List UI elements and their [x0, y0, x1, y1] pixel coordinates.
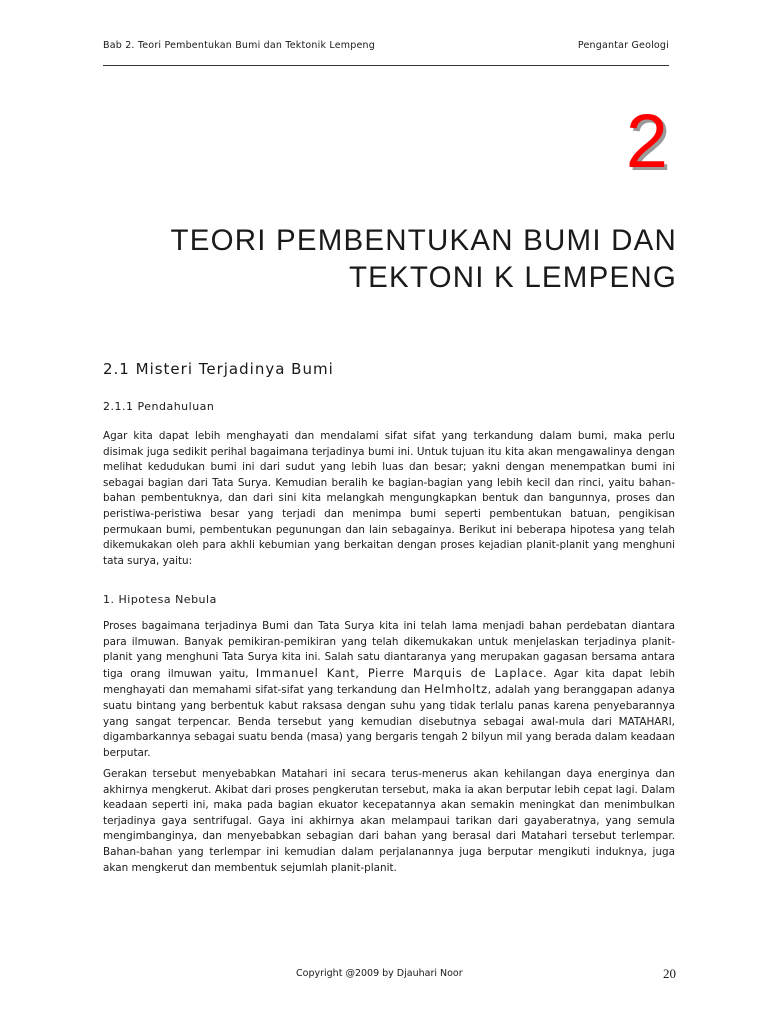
- copyright-footer: Copyright @2009 by Djauhari Noor: [296, 968, 463, 979]
- list-heading-nebula: 1. Hipotesa Nebula: [103, 593, 217, 606]
- nebula-text-b: . Agar kita dapat lebih menghayati dan memahami sifat-sifat yang terkandung dan: [103, 667, 675, 697]
- nebula-text-a: Proses bagaimana terjadinya Bumi dan Tata Surya kita ini telah lama menjadi bahan perdebatan diantara para ilmuwan. Banyak pemikiran-pemikiran yang telah dikemukakan untuk menjelaskan terjadinya planit-planit yang menghuni Tata Surya kita ini. Salah satu diantaranya yang merupakan gagasan bersama antara tiga orang ilmuwan yaitu,: [103, 620, 675, 680]
- scientist-names: Immanuel Kant, Pierre Marquis de Laplace: [255, 665, 544, 680]
- scientist-name-helmholtz: Helmholtz: [424, 682, 488, 697]
- subsection-heading: 2.1.1 Pendahuluan: [103, 400, 215, 413]
- header-divider: [103, 65, 669, 66]
- intro-paragraph: Agar kita dapat lebih menghayati dan mendalami sifat sifat yang terkandung dalam bumi, maka perlu disimak juga sedikit perihal bagaimana terjadinya bumi ini. Untuk tujuan itu kita akan mengawalinya dengan melihat kedudukan bumi ini dari sudut yang lebih luas dan besar; yakni dengan menempatkan bumi ini sebagai bagian dari Tata Surya. Kemudian beralih ke bagian-bagian yang lebih kecil dan rinci, yaitu bahan-bahan pembentuknya, dan dari sini kita melangkah mengungkapkan bentuk dan bangunnya, proses dan peristiwa-peristiwa besar yang terjadi dan menimpa bumi seperti pembentukan batuan, pengikisan permukaan bumi, pembentukan pegunungan dan lain sebagainya. Berikut ini beberapa hipotesa yang telah dikemukakan oleh para akhli kebumian yang berkaitan dengan proses kejadian planit-planit yang menghuni tata surya, yaitu:: [103, 430, 675, 567]
- page-number: 20: [663, 966, 676, 981]
- header-chapter-title: Bab 2. Teori Pembentukan Bumi dan Tektonik Lempeng: [103, 40, 375, 51]
- chapter-title-line-2: TEKTONI K LEMPENG: [348, 261, 677, 294]
- chapter-number: 2: [625, 99, 668, 184]
- header-book-title: Pengantar Geologi: [577, 40, 669, 51]
- nebula-text-c: , adalah yang beranggapan adanya suatu bintang yang berbentuk kabut raksasa dengan suhu yang tidak terlalu panas karena penyebarannya yang sangat terpencar. Benda tersebut yang kemudian disebutnya sebagai awal-mula dari MATAHARI, digambarkannya sebagai suatu benda (masa) yang bergaris tengah 2 bilyun mil yang berada dalam keadaan berputar.: [103, 684, 675, 759]
- chapter-title-line-1: TEORI PEMBENTUKAN BUMI DAN: [170, 224, 677, 257]
- section-heading: 2.1 Misteri Terjadinya Bumi: [103, 360, 334, 378]
- nebula-paragraph: [103, 619, 675, 761]
- running-header: [103, 40, 669, 51]
- rotation-paragraph: Gerakan tersebut menyebabkan Matahari ini secara terus-menerus akan kehilangan daya energinya dan akhirnya mengkerut. Akibat dari proses pengkerutan tersebut, maka ia akan berputar lebih cepat lagi. Dalam keadaan seperti ini, maka pada bagian ekuator kecepatannya akan semakin meningkat dan menimbulkan terjadinya gaya sentrifugal. Gaya ini akhirnya akan melampaui tarikan dari gayaberatnya, yang semula mengimbanginya, dan menyebabkan sebagian dari bahan yang berasal dari Matahari tersebut terlempar. Bahan-bahan yang terlempar ini kemudian dalam perjalanannya juga berputar mengikuti induknya, juga akan mengkerut dan membentuk sejumlah planit-planit.: [103, 768, 675, 874]
- chapter-title: [103, 222, 677, 296]
